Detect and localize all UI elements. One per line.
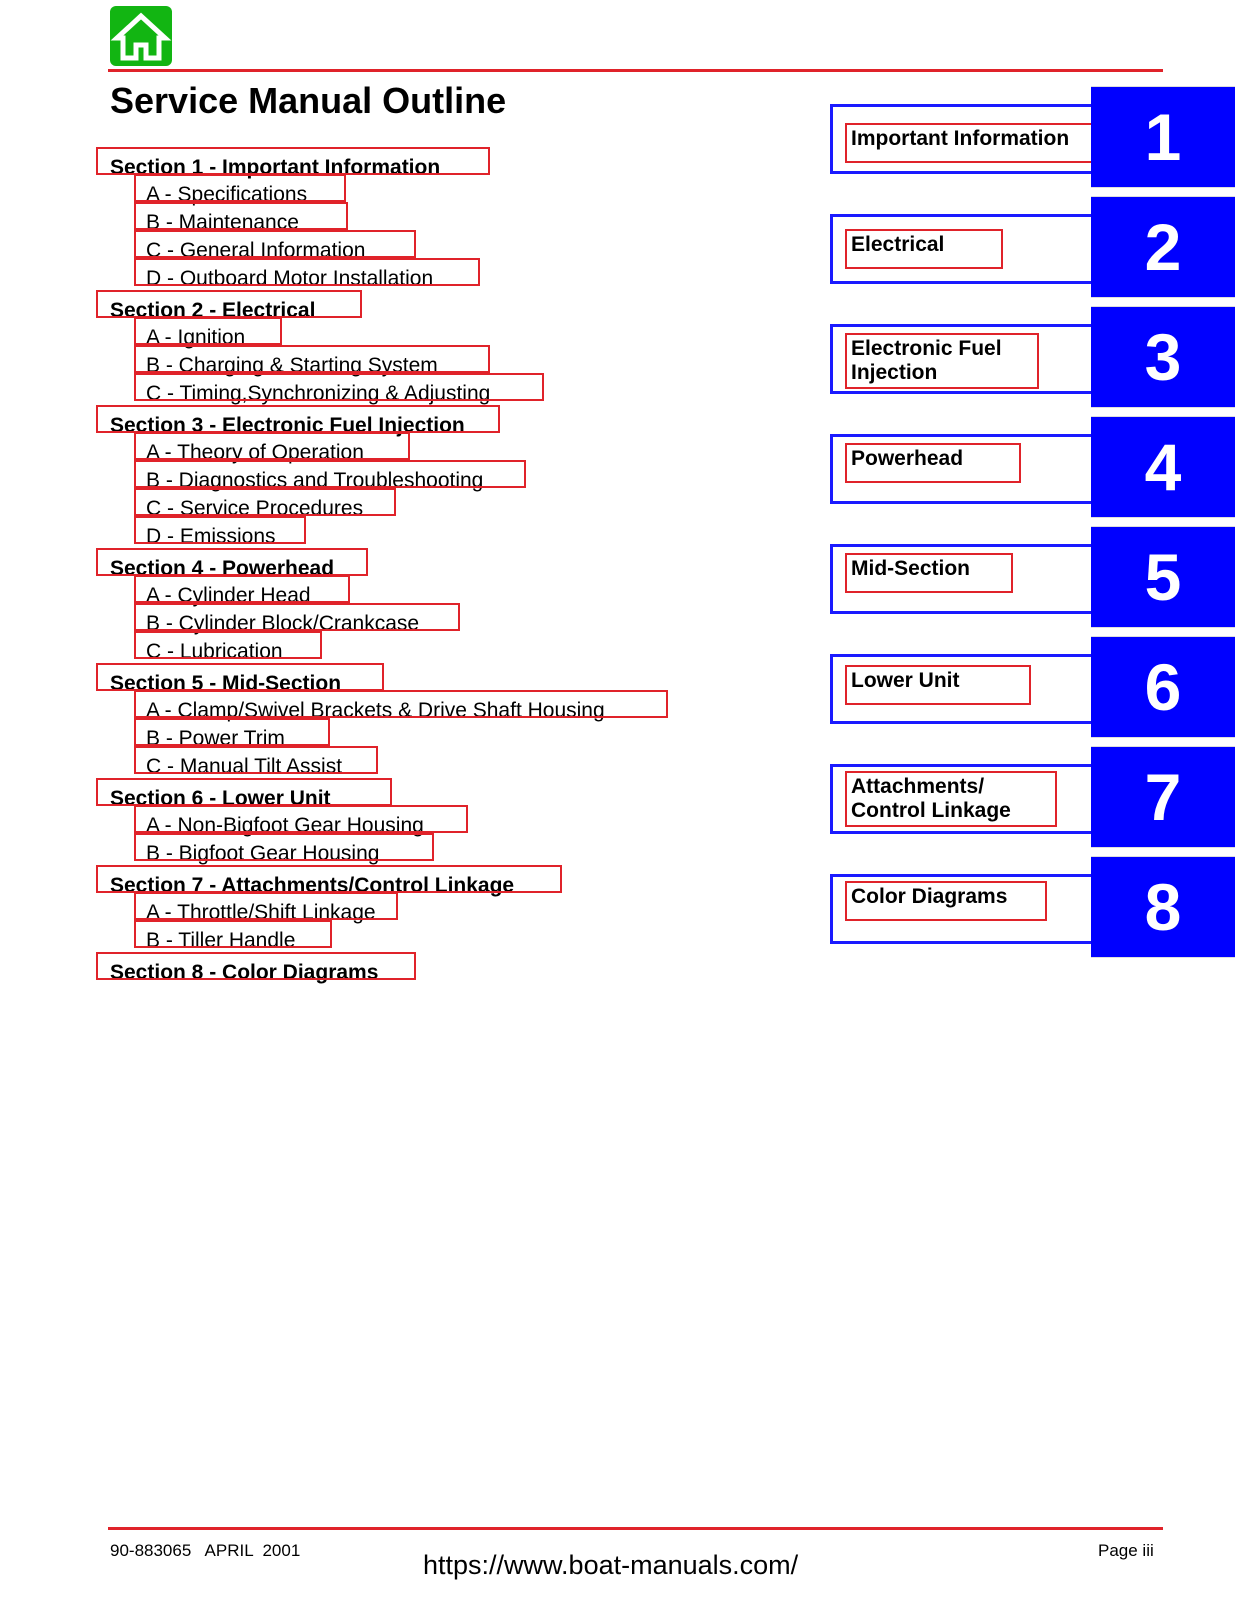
subsection-label: C - Lubrication [146,640,283,663]
section-label: Section 7 - Attachments/Control Linkage [110,874,515,897]
section-label: Section 1 - Important Information [110,156,441,179]
subsection-label: C - Manual Tilt Assist [146,755,343,778]
tab-frame [830,764,1097,834]
page-number: Page iii [1098,1541,1154,1560]
outline-subsection-link[interactable] [146,381,490,407]
section-label: Section 4 - Powerhead [110,557,335,580]
link-highlight-box [134,631,322,659]
subsection-label: B - Power Trim [146,727,285,750]
tab-number[interactable]: 7 [1091,746,1235,848]
link-highlight-box [134,690,668,718]
tab-frame [830,544,1097,614]
section-label: Section 3 - Electronic Fuel Injection [110,414,465,437]
website-url[interactable]: https://www.boat-manuals.com/ [423,1550,799,1580]
tab-number[interactable]: 3 [1091,306,1235,408]
tab-frame [830,434,1097,504]
subsection-label: A - Clamp/Swivel Brackets & Drive Shaft Housing [146,699,605,722]
subsection-label: B - Charging & Starting System [146,354,438,377]
section-tab-4[interactable] [830,416,1235,516]
document-id: 90-883065 APRIL 2001 [110,1541,301,1560]
footer-rule [108,1527,1163,1530]
link-highlight-box [96,548,368,576]
tab-label[interactable]: Electrical [845,229,1003,269]
subsection-label: D - Emissions [146,525,276,548]
link-highlight-box [134,746,378,774]
outline-subsection-link[interactable] [146,841,379,867]
section-tab-2[interactable] [830,196,1235,296]
link-highlight-box [96,405,500,433]
link-highlight-box [134,258,480,286]
link-highlight-box [134,174,346,202]
link-highlight-box [134,345,490,373]
link-highlight-box [134,603,460,631]
outline-subsection-link[interactable] [146,928,295,954]
subsection-label: A - Non-Bigfoot Gear Housing [146,814,424,837]
subsection-label: C - Service Procedures [146,497,364,520]
link-highlight-box [134,317,282,345]
tab-frame [830,214,1097,284]
subsection-label: B - Cylinder Block/Crankcase [146,612,420,635]
section-tab-3[interactable] [830,306,1235,406]
outline-subsection-link[interactable] [146,754,342,780]
subsection-label: B - Tiller Handle [146,929,296,952]
link-highlight-box [134,230,416,258]
section-label: Section 2 - Electrical [110,299,316,322]
tab-number[interactable]: 6 [1091,636,1235,738]
section-tab-7[interactable] [830,746,1235,846]
link-highlight-box [96,663,384,691]
tab-number[interactable]: 8 [1091,856,1235,958]
subsection-label: C - Timing,Synchronizing & Adjusting [146,382,491,405]
subsection-label: A - Theory of Operation [146,441,364,464]
tab-label[interactable]: Powerhead [845,443,1021,483]
link-highlight-box [134,892,398,920]
outline-subsection-link[interactable] [146,639,283,665]
link-highlight-box [134,373,544,401]
tab-label[interactable]: Electronic Fuel Injection [845,333,1039,389]
subsection-label: A - Cylinder Head [146,584,311,607]
tab-label[interactable]: Color Diagrams [845,881,1047,921]
page-title: Service Manual Outline [110,80,507,121]
subsection-label: A - Throttle/Shift Linkage [146,901,376,924]
link-highlight-box [134,488,396,516]
link-highlight-box [134,575,350,603]
subsection-label: B - Diagnostics and Troubleshooting [146,469,484,492]
outline-section-link[interactable] [110,960,378,986]
link-highlight-box [96,952,416,980]
tab-frame [830,654,1097,724]
link-highlight-box [134,833,434,861]
link-highlight-box [134,460,526,488]
tab-frame [830,874,1097,944]
link-highlight-box [134,516,306,544]
section-label: Section 8 - Color Diagrams [110,961,379,984]
tab-frame [830,324,1097,394]
subsection-label: B - Maintenance [146,211,299,234]
link-highlight-box [134,432,410,460]
link-highlight-box [134,805,468,833]
tab-label[interactable]: Attachments/ Control Linkage [845,771,1057,827]
link-highlight-box [134,202,348,230]
link-highlight-box [96,147,490,175]
subsection-label: A - Specifications [146,183,308,206]
tab-number[interactable]: 2 [1091,196,1235,298]
section-label: Section 5 - Mid-Section [110,672,342,695]
tab-number[interactable]: 1 [1091,86,1235,188]
tab-frame [830,104,1097,174]
link-highlight-box [134,718,330,746]
subsection-label: A - Ignition [146,326,246,349]
section-tab-5[interactable] [830,526,1235,626]
section-tab-1[interactable] [830,86,1235,186]
outline-subsection-link[interactable] [146,266,433,292]
section-label: Section 6 - Lower Unit [110,787,331,810]
link-highlight-box [96,778,392,806]
section-tab-8[interactable] [830,856,1235,956]
link-highlight-box [96,290,362,318]
section-tab-6[interactable] [830,636,1235,736]
tab-label[interactable]: Mid-Section [845,553,1013,593]
tab-label[interactable]: Important Information [845,123,1097,163]
link-highlight-box [134,920,332,948]
subsection-label: C - General Information [146,239,366,262]
tab-number[interactable]: 4 [1091,416,1235,518]
subsection-label: B - Bigfoot Gear Housing [146,842,380,865]
link-highlight-box [96,865,562,893]
tab-label[interactable]: Lower Unit [845,665,1031,705]
outline-list [0,0,760,1020]
tab-number[interactable]: 5 [1091,526,1235,628]
outline-subsection-link[interactable] [146,524,276,550]
subsection-label: D - Outboard Motor Installation [146,267,434,290]
